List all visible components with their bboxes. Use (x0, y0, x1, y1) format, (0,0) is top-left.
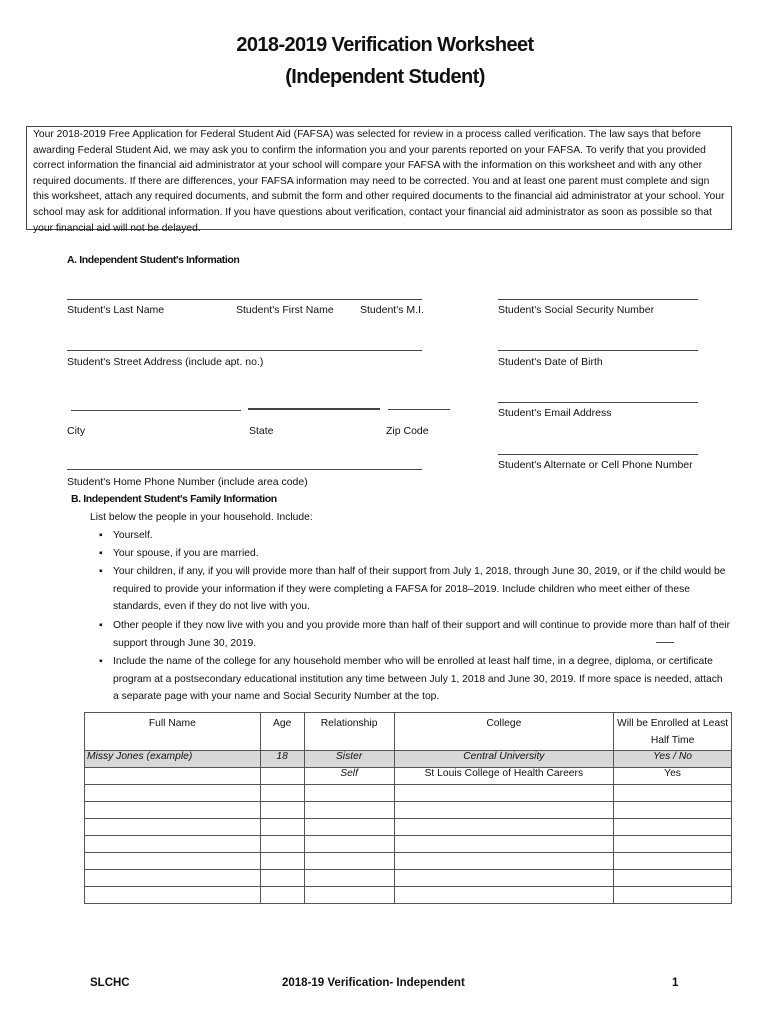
cell-college[interactable] (394, 887, 614, 904)
cell-relationship[interactable]: Self (304, 768, 394, 785)
cell-age[interactable] (260, 887, 304, 904)
page-title: 2018-2019 Verification Worksheet (236, 34, 534, 56)
alt-phone-label: Student's Alternate or Cell Phone Number (498, 459, 693, 471)
cell-enrolled[interactable] (614, 802, 732, 819)
bullet-icon: ▪ (99, 548, 103, 559)
table-row (85, 819, 732, 836)
table-row (85, 768, 732, 785)
header-age: Age (260, 713, 304, 751)
bullet-item: ▪ Yourself. (113, 527, 728, 545)
example-row (85, 751, 732, 768)
ssn-label: Student's Social Security Number (498, 304, 655, 316)
page-number: 1 (672, 977, 679, 989)
cell-age: 18 (260, 751, 304, 768)
bullet-icon: ▪ (99, 620, 103, 631)
cell-relationship[interactable] (304, 870, 394, 887)
footer-left: SLCHC (90, 977, 130, 989)
table-row (85, 836, 732, 853)
cell-name[interactable] (85, 870, 261, 887)
page-subtitle: (Independent Student) (285, 66, 485, 88)
bullet-icon: ▪ (99, 530, 103, 541)
cell-enrolled: Yes / No (614, 751, 732, 768)
state-field[interactable] (248, 408, 380, 410)
table-row (85, 802, 732, 819)
city-field[interactable] (71, 410, 241, 411)
short-rule (656, 642, 674, 643)
bullet-item: ▪ Your children, if any, if you will provide more than half of their support from July 1, 2018, through June 30, 2019, or if the child would be required to provide your information if they were completing a FAFSA for 2018–2019. Include children who meet either of these standards, even if they do not live with you. (113, 563, 728, 616)
table-row (85, 853, 732, 870)
cell-college[interactable] (394, 819, 614, 836)
cell-college: Central University (394, 751, 614, 768)
cell-enrolled[interactable] (614, 853, 732, 870)
cell-age[interactable] (260, 768, 304, 785)
cell-age[interactable] (260, 836, 304, 853)
cell-enrolled[interactable] (614, 785, 732, 802)
section-b-heading: B. Independent Student's Family Information (71, 493, 277, 505)
header-college: College (394, 713, 614, 751)
first-name-label: Student's First Name (236, 304, 334, 316)
cell-enrolled[interactable] (614, 870, 732, 887)
cell-college[interactable] (394, 870, 614, 887)
dob-field[interactable] (498, 350, 698, 351)
last-name-label: Student's Last Name (67, 304, 165, 316)
section-a-heading: A. Independent Student's Information (67, 254, 240, 266)
cell-name[interactable] (85, 819, 261, 836)
cell-name[interactable] (85, 768, 261, 785)
zip-label: Zip Code (386, 425, 429, 437)
bullet-item: ▪ Include the name of the college for any household member who will be enrolled at least half time, in a degree, diploma, or certificate program at a postsecondary educational institution any time between July 1, 2018 and June 30, 2019. If more space is needed, attach a separate page with your name and Social Security Number at the top. (113, 653, 731, 706)
cell-age[interactable] (260, 853, 304, 870)
email-field[interactable] (498, 402, 698, 403)
state-label: State (249, 425, 274, 437)
table-header-row (85, 713, 732, 751)
cell-age[interactable] (260, 819, 304, 836)
cell-enrolled[interactable] (614, 819, 732, 836)
table-row (85, 887, 732, 904)
cell-college[interactable]: St Louis College of Health Careers (394, 768, 614, 785)
header-enrolled: Will be Enrolled at Least Half Time (614, 713, 732, 751)
cell-name[interactable] (85, 802, 261, 819)
intro-text: Your 2018-2019 Free Application for Federal Student Aid (FAFSA) was selected for review in a process called verification. The law says that before awarding Federal Student Aid, we may ask you to confirm the information you and your parents reported on your FAFSA. To verify that you provided correct information the financial aid administrator at your school will compare your FAFSA with the information on this worksheet and with any other required documents. If there are differences, your FAFSA information may need to be corrected. You and at least one parent must complete and sign this worksheet, attach any required documents, and submit the form and other required documents to the financial aid administrator at your school. Your school may ask for additional information. If you have questions about verification, contact your financial aid administrator as soon as possible so that your financial aid will not be delayed. (26, 126, 732, 230)
cell-relationship[interactable] (304, 887, 394, 904)
bullet-item: ▪ Other people if they now live with you and you provide more than half of their support and will continue to provide more than half of their support through June 30, 2019. (113, 617, 731, 652)
alt-phone-field[interactable] (498, 454, 698, 455)
city-label: City (67, 425, 86, 437)
household-instruction: List below the people in your household. Include: (90, 512, 313, 523)
family-table (84, 712, 732, 904)
bullet-icon: ▪ (99, 656, 103, 667)
zip-field[interactable] (388, 409, 450, 410)
mi-label: Student's M.I. (360, 304, 424, 316)
cell-relationship: Sister (304, 751, 394, 768)
cell-age[interactable] (260, 785, 304, 802)
cell-enrolled[interactable] (614, 887, 732, 904)
bullet-item: ▪ Your spouse, if you are married. (113, 545, 728, 563)
dob-label: Student's Date of Birth (498, 356, 603, 368)
home-phone-field[interactable] (67, 469, 422, 470)
email-label: Student's Email Address (498, 407, 612, 419)
cell-name: Missy Jones (example) (85, 751, 261, 768)
cell-name[interactable] (85, 836, 261, 853)
cell-relationship[interactable] (304, 836, 394, 853)
cell-enrolled[interactable] (614, 836, 732, 853)
cell-age[interactable] (260, 802, 304, 819)
cell-age[interactable] (260, 870, 304, 887)
address-field[interactable] (67, 350, 422, 351)
footer-center: 2018-19 Verification- Independent (282, 977, 465, 989)
header-full-name: Full Name (85, 713, 261, 751)
cell-relationship[interactable] (304, 853, 394, 870)
cell-enrolled[interactable]: Yes (614, 768, 732, 785)
cell-name[interactable] (85, 853, 261, 870)
cell-relationship[interactable] (304, 802, 394, 819)
address-label: Student's Street Address (include apt. no.) (67, 356, 264, 368)
ssn-field[interactable] (498, 299, 698, 300)
home-phone-label: Student's Home Phone Number (include area code) (67, 476, 308, 488)
cell-relationship[interactable] (304, 785, 394, 802)
cell-college[interactable] (394, 853, 614, 870)
cell-college[interactable] (394, 836, 614, 853)
cell-college[interactable] (394, 785, 614, 802)
header-relationship: Relationship (304, 713, 394, 751)
cell-relationship[interactable] (304, 819, 394, 836)
name-field[interactable] (67, 299, 422, 300)
cell-college[interactable] (394, 802, 614, 819)
table-row (85, 870, 732, 887)
bullet-icon: ▪ (99, 566, 103, 577)
cell-name[interactable] (85, 887, 261, 904)
table-row (85, 785, 732, 802)
cell-name[interactable] (85, 785, 261, 802)
